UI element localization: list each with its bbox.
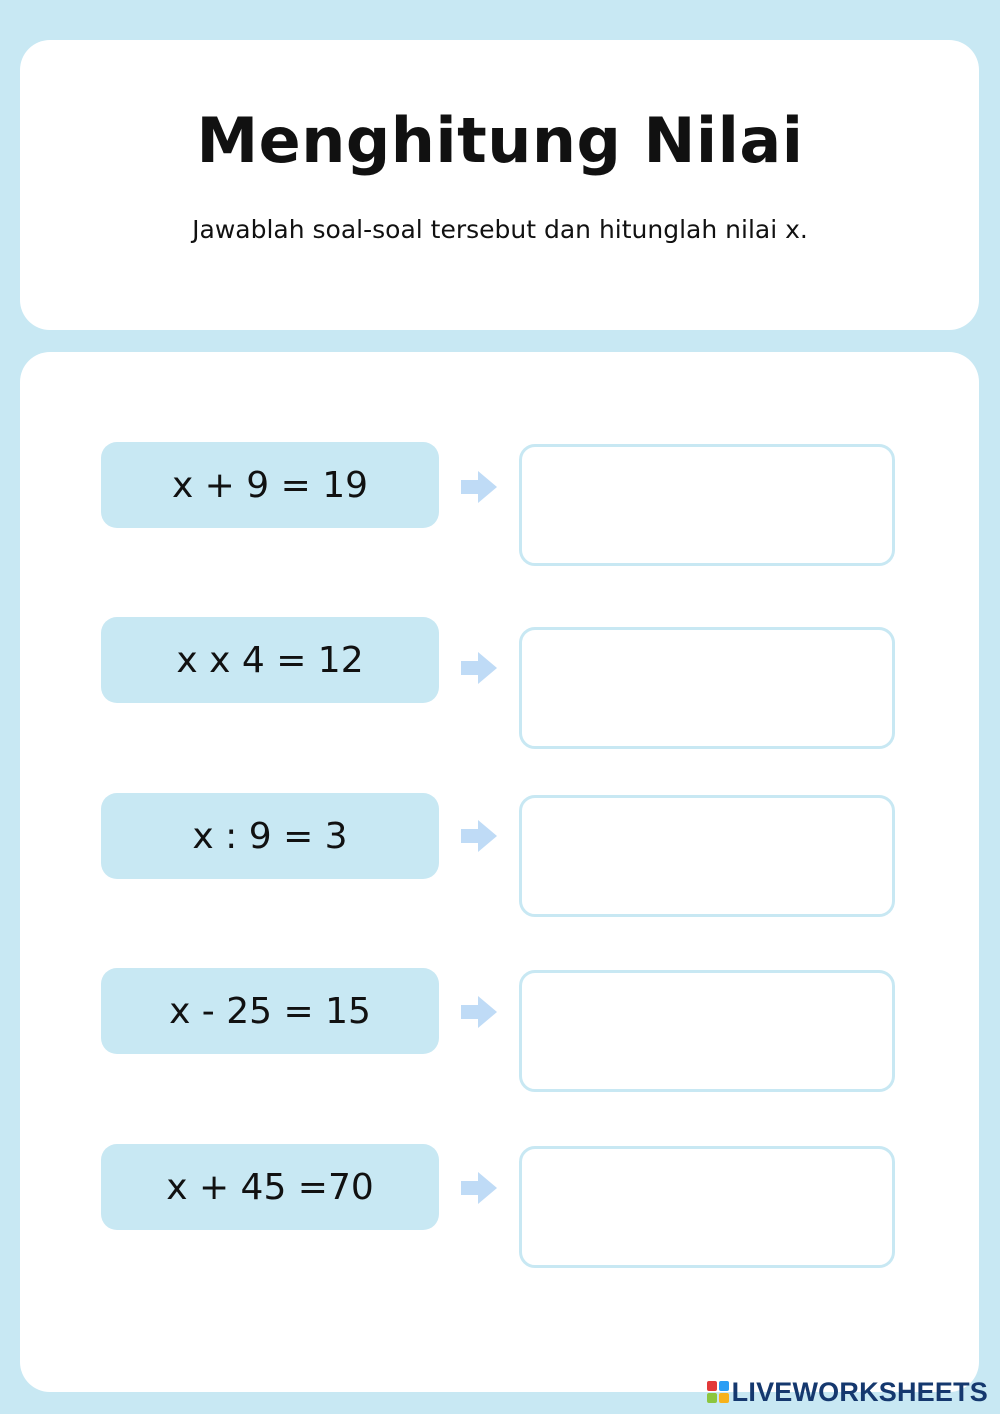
arrow-right-icon bbox=[460, 995, 498, 1029]
question-equation-1: x + 9 = 19 bbox=[101, 442, 439, 528]
liveworksheets-brand[interactable] bbox=[707, 1378, 988, 1406]
answer-input-1[interactable] bbox=[519, 444, 895, 566]
arrow-right-icon bbox=[460, 651, 498, 685]
answer-input-3[interactable] bbox=[519, 795, 895, 917]
arrow-right-icon bbox=[460, 470, 498, 504]
question-equation-4: x - 25 = 15 bbox=[101, 968, 439, 1054]
answer-input-5[interactable] bbox=[519, 1146, 895, 1268]
answer-input-2[interactable] bbox=[519, 627, 895, 749]
instructions: Jawablah soal-soal tersebut dan hitunglah nilai x. bbox=[192, 215, 808, 244]
liveworksheets-logo-icon bbox=[707, 1381, 729, 1403]
arrow-right-icon bbox=[460, 819, 498, 853]
question-equation-5: x + 45 =70 bbox=[101, 1144, 439, 1230]
page-title: Menghitung Nilai bbox=[196, 104, 804, 177]
header-card bbox=[20, 40, 979, 330]
arrow-right-icon bbox=[460, 1171, 498, 1205]
answer-input-4[interactable] bbox=[519, 970, 895, 1092]
question-equation-3: x : 9 = 3 bbox=[101, 793, 439, 879]
question-equation-2: x x 4 = 12 bbox=[101, 617, 439, 703]
brand-name: LIVEWORKSHEETS bbox=[731, 1377, 988, 1407]
